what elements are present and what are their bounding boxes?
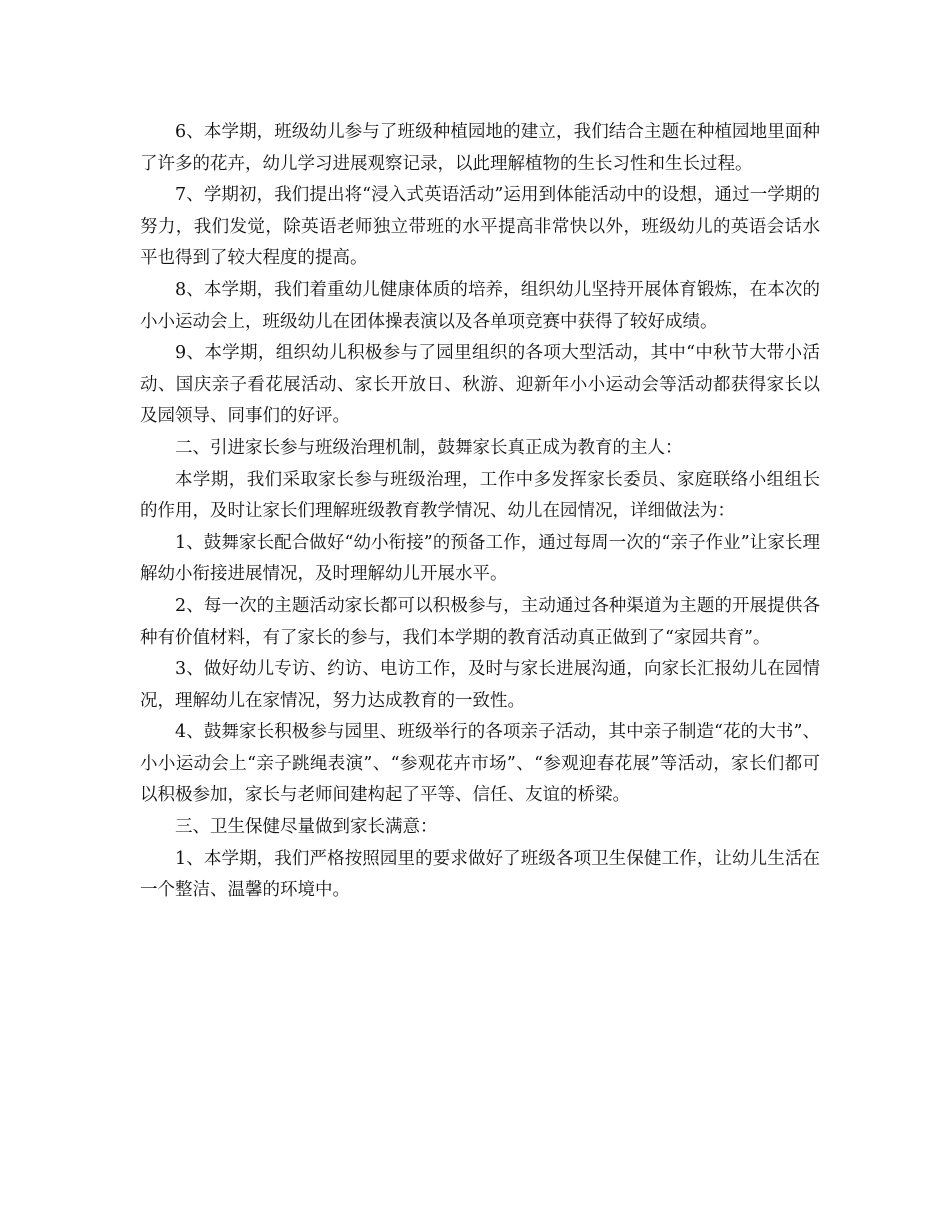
paragraph-item-7: 7、学期初，我们提出将“浸入式英语活动”运用到体能活动中的设想，通过一学期的努力，我们发觉，除英语老师独立带班的水平提高非常快以外，班级幼儿的英语会话水平也得到了较大程度的提高。	[140, 185, 820, 269]
section-intro-paragraph: 本学期，我们采取家长参与班级治理，工作中多发挥家长委员、家庭联络小组组长的作用，及时让家长们理解班级教育教学情况、幼儿在园情况，详细做法为：	[140, 469, 820, 522]
section-heading-2: 二、引进家长参与班级治理机制，鼓舞家长真正成为教育的主人：	[175, 437, 683, 458]
paragraph-item-9: 9、本学期，组织幼儿积极参与了园里组织的各项大型活动，其中“中秋节大带小活动、国庆亲子看花展活动、家长开放日、秋游、迎新年小小运动会等活动都获得家长以及园领导、同事们的好评。	[140, 343, 820, 427]
section-heading-3: 三、卫生保健尽量做到家长满意：	[175, 817, 438, 838]
document-body	[140, 117, 820, 907]
paragraph-parent-1: 1、鼓舞家长配合做好“幼小衔接”的预备工作，通过每周一次的“亲子作业”让家长理解幼小衔接进展情况，及时理解幼儿开展水平。	[140, 532, 820, 585]
paragraph-parent-3: 3、做好幼儿专访、约访、电访工作，及时与家长进展沟通，向家长汇报幼儿在园情况，理解幼儿在家情况，努力达成教育的一致性。	[140, 659, 820, 711]
paragraph-health-1: 1、本学期，我们严格按照园里的要求做好了班级各项卫生保健工作，让幼儿生活在一个整洁、温馨的环境中。	[140, 848, 820, 901]
paragraph-item-6: 6、本学期，班级幼儿参与了班级种植园地的建立，我们结合主题在种植园地里面种了许多的花卉，幼儿学习进展观察记录，以此理解植物的生长习性和生长过程。	[140, 122, 820, 174]
paragraph-parent-2: 2、每一次的主题活动家长都可以积极参与，主动通过各种渠道为主题的开展提供各种有价值材料，有了家长的参与，我们本学期的教育活动真正做到了“家园共育”。	[140, 595, 820, 648]
paragraph-item-8: 8、本学期，我们着重幼儿健康体质的培养，组织幼儿坚持开展体育锻炼，在本次的小小运动会上，班级幼儿在团体操表演以及各单项竞赛中获得了较好成绩。	[140, 279, 820, 332]
paragraph-parent-4: 4、鼓舞家长积极参与园里、班级举行的各项亲子活动，其中亲子制造“花的大书”、小小运动会上“亲子跳绳表演”、“参观花卉市场”、“参观迎春花展”等活动，家长们都可以积极参加，家长与老师间建构起了平等、信任、友谊的桥梁。	[140, 722, 820, 806]
